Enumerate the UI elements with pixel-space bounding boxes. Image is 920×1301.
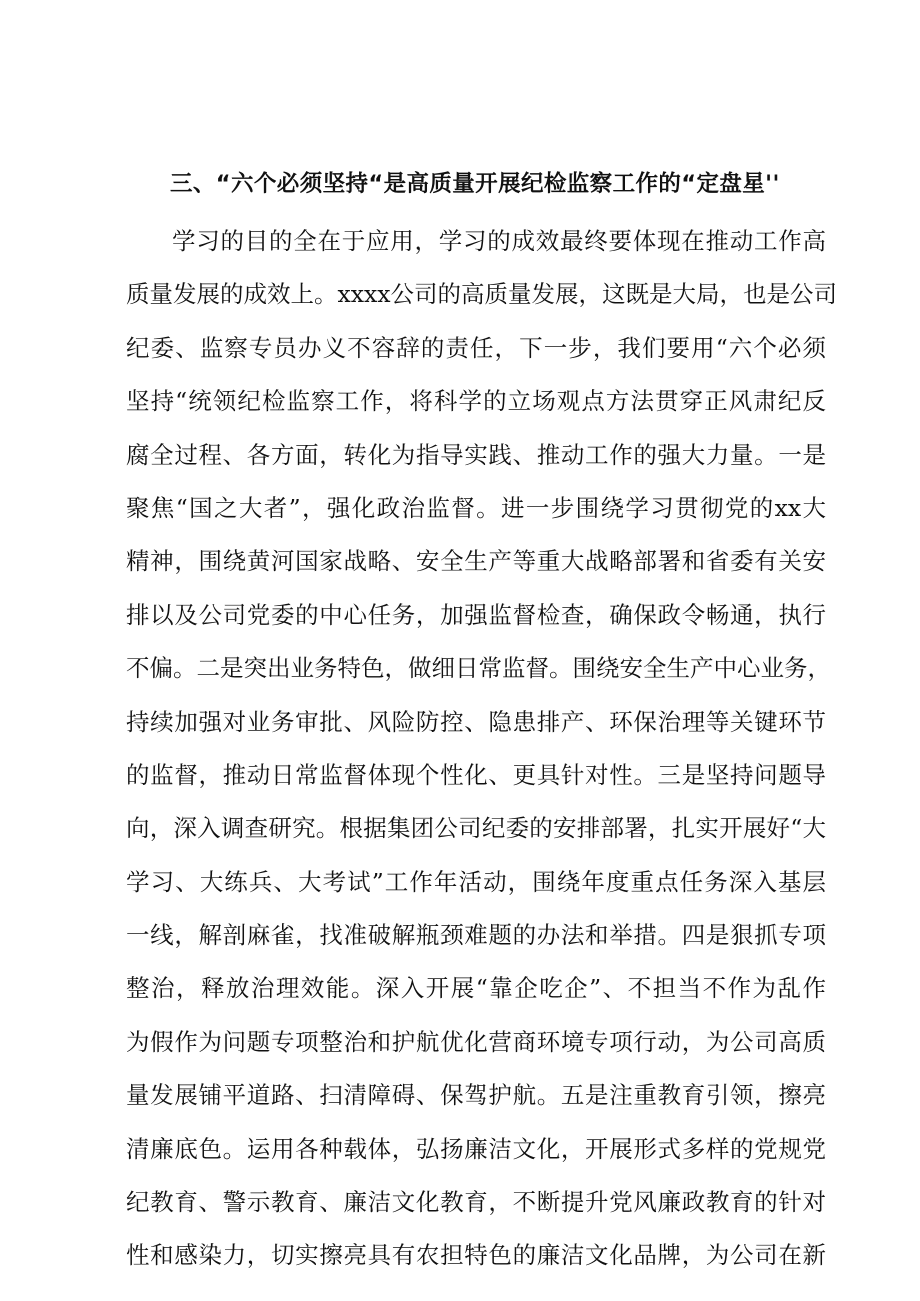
paragraph-line: 纪委、监察专员办义不容辞的责任，下一步，我们要用“六个必须 [126,333,826,362]
paragraph-line: 学习、大练兵、大考试”工作年活动，围绕年度重点任务深入基层 [126,867,826,896]
paragraph-line: 不偏。二是突出业务特色，做细日常监督。围绕安全生产中心业务， [126,654,831,683]
paragraph-line: 的监督，推动日常监督体现个性化、更具针对性。三是坚持问题导 [126,760,826,789]
paragraph-line: 向，深入调查研究。根据集团公司纪委的安排部署，扎实开展好“大 [126,814,826,843]
paragraph-line: 一线，解剖麻雀，找准破解瓶颈难题的办法和举措。四是狠抓专项 [126,921,826,950]
paragraph-line: 持续加强对业务审批、风险防控、隐患排产、环保治理等关键环节 [126,707,826,736]
paragraph-line: 腐全过程、各方面，转化为指导实践、推动工作的强大力量。一是 [126,440,826,469]
paragraph-line: 性和感染力，切实擦亮具有农担特色的廉洁文化品牌，为公司在新 [126,1241,826,1270]
paragraph-line: 排以及公司党委的中心任务，加强监督检查，确保政令畅通，执行 [126,600,826,629]
paragraph-line: 清廉底色。运用各种载体，弘扬廉洁文化，开展形式多样的党规党 [126,1134,826,1163]
body-paragraph [126,215,838,1283]
paragraph-line: 整治，释放治理效能。深入开展“靠企吃企”、不担当不作为乱作 [126,974,826,1003]
paragraph-line: 精神，围绕黄河国家战略、安全生产等重大战略部署和省委有关安 [126,547,826,576]
section-heading: 三、“六个必须坚持“是高质量开展纪检监察工作的“定盘星'' [170,171,780,197]
paragraph-line: 为假作为问题专项整治和护航优化营商环境专项行动，为公司高质 [126,1027,826,1056]
paragraph-line: 量发展铺平道路、扫清障碍、保驾护航。五是注重教育引领，擦亮 [126,1081,826,1110]
paragraph-line: 学习的目的全在于应用，学习的成效最终要体现在推动工作高 [172,227,826,255]
paragraph-line: 坚持“统领纪检监察工作，将科学的立场观点方法贯穿正风肃纪反 [126,387,826,416]
paragraph-line: 质量发展的成效上。xxxx公司的高质量发展，这既是大局，也是公司 [126,280,838,309]
paragraph-line: 聚焦“国之大者”，强化政治监督。进一步围绕学习贯彻党的xx大 [126,493,826,522]
paragraph-line: 纪教育、警示教育、廉洁文化教育，不断提升党风廉政教育的针对 [126,1188,826,1217]
